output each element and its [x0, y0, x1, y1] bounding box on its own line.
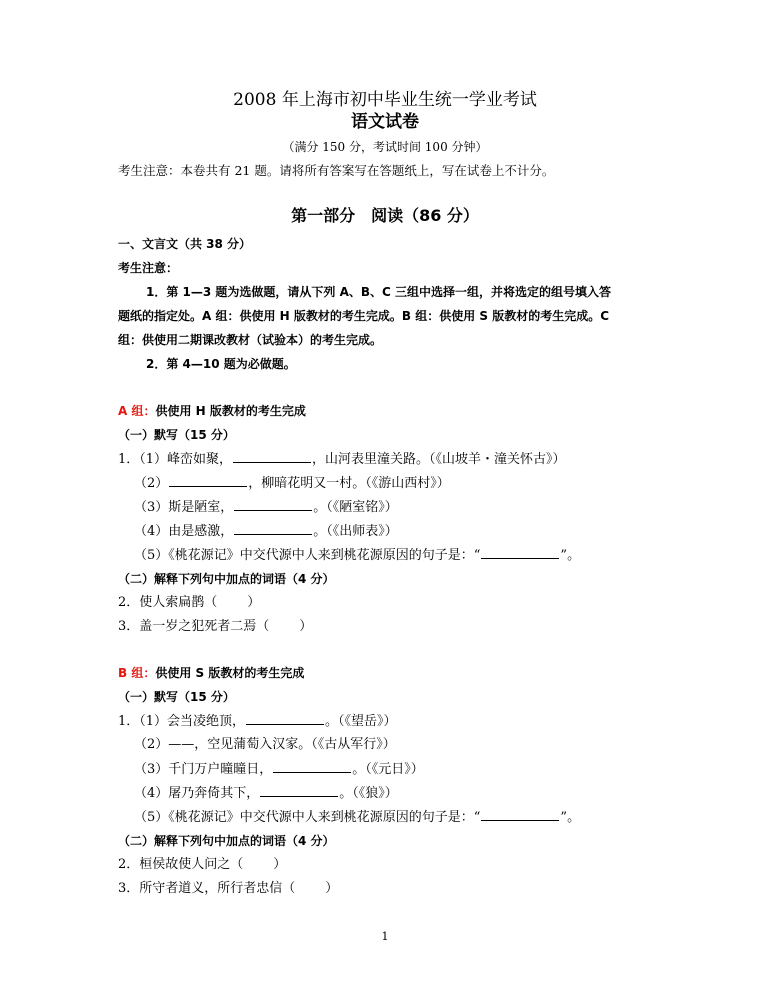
question-text: ） — [273, 857, 287, 872]
question-text: 1．（1）峰峦如聚， — [118, 452, 233, 467]
question-text: 3．所守者道义，所行者忠信（ — [118, 881, 296, 896]
group-a-dictation-title: （一）默写（15 分） — [118, 428, 235, 442]
group-b-explain-title: （二）解释下列句中加点的词语（4 分） — [118, 834, 335, 848]
group-b-q3 — [118, 881, 338, 897]
question-text: 。（《元日》） — [352, 762, 424, 777]
group-b-q1-4 — [134, 785, 398, 802]
question-text: 2．使人索扁鹊（ — [118, 595, 218, 610]
question-text: ，山河表里潼关路。（《山坡羊・潼关怀古》） — [312, 452, 566, 467]
question-text: 3．盖一岁之犯死者二焉（ — [118, 619, 270, 634]
group-a-q1-2 — [134, 475, 450, 492]
rule1-line3: 组：供使用二期课改教材（试验本）的考生完成。 — [118, 333, 383, 347]
question-text: ”。 — [560, 810, 581, 825]
rule1-line2: 题纸的指定处。A 组：供使用 H 版教材的考生完成。B 组：供使用 S 版教材的考生完成。C — [118, 309, 609, 323]
group-b-q1-1 — [118, 713, 397, 730]
group-b-label: B 组： — [118, 666, 156, 680]
group-a-q1-3 — [134, 499, 398, 516]
group-b-q2 — [118, 857, 286, 873]
group-a-q1-1 — [118, 451, 566, 468]
answer-blank[interactable] — [481, 809, 559, 821]
answer-blank[interactable] — [233, 451, 311, 463]
question-text: （5）《桃花源记》中交代源中人来到桃花源原因的句子是：“ — [134, 810, 481, 825]
group-b-q1-5 — [134, 809, 580, 826]
exam-title: 2008 年上海市初中毕业生统一学业考试 — [233, 90, 537, 110]
notice-label: 考生注意： — [118, 261, 179, 275]
group-b-dictation-title: （一）默写（15 分） — [118, 690, 235, 704]
answer-blank[interactable] — [234, 499, 312, 511]
group-b-desc: 供使用 S 版教材的考生完成 — [155, 666, 305, 680]
question-text: ”。 — [560, 548, 581, 563]
question-text: ，柳暗花明又一村。（《游山西村》） — [248, 476, 450, 491]
group-a-explain-title: （二）解释下列句中加点的词语（4 分） — [118, 572, 335, 586]
group-a-label: A 组： — [118, 404, 156, 418]
question-text: ） — [325, 881, 339, 896]
group-a-q3 — [118, 619, 312, 635]
answer-blank[interactable] — [260, 785, 338, 797]
rule2: 2．第 4—10 题为必做题。 — [146, 357, 296, 371]
group-a-q2 — [118, 595, 260, 611]
question-text: 1．（1）会当凌绝顶， — [118, 714, 246, 729]
group-a-q1-4 — [134, 523, 398, 540]
part1-title: 第一部分 阅读（86 分） — [291, 206, 479, 225]
question-text: （3）千门万户曈曈日， — [134, 762, 273, 777]
question-text: （3）斯是陋室， — [134, 500, 234, 515]
answer-blank[interactable] — [273, 761, 351, 773]
question-text: 2．桓侯故使人问之（ — [118, 857, 244, 872]
group-a-q1-5 — [134, 547, 580, 564]
page-number: 1 — [381, 930, 389, 943]
question-text: （4）由是感激， — [134, 524, 234, 539]
question-text: （5）《桃花源记》中交代源中人来到桃花源原因的句子是：“ — [134, 548, 481, 563]
rule1-line1: 1．第 1—3 题为选做题，请从下列 A、B、C 三组中选择一组，并将选定的组号填入答 — [146, 285, 612, 299]
exam-notice: 考生注意：本卷共有 21 题。请将所有答案写在答题纸上，写在试卷上不计分。 — [118, 163, 555, 178]
question-text: 。（《陋室铭》） — [313, 500, 398, 515]
group-a-desc: 供使用 H 版教材的考生完成 — [155, 404, 306, 418]
answer-blank[interactable] — [169, 475, 247, 487]
exam-subtitle: 语文试卷 — [351, 112, 419, 132]
question-text: 。（《出师表》） — [313, 524, 398, 539]
answer-blank[interactable] — [481, 547, 559, 559]
question-text: （2） — [134, 476, 169, 491]
section-title: 一、文言文（共 38 分） — [118, 237, 252, 251]
question-text: （4）屠乃奔倚其下， — [134, 786, 260, 801]
question-text: 。（《望岳》） — [325, 714, 397, 729]
group-b-q1-3 — [134, 761, 424, 778]
answer-blank[interactable] — [234, 523, 312, 535]
question-text: ） — [247, 595, 261, 610]
group-b-heading — [118, 665, 304, 681]
question-text: ） — [299, 619, 313, 634]
group-b-q1-2: （2）——，空见蒲萄入汉家。（《古从军行》） — [134, 737, 396, 752]
answer-blank[interactable] — [246, 713, 324, 725]
group-a-heading — [118, 403, 306, 419]
score-time-note: （满分 150 分，考试时间 100 分钟） — [282, 140, 488, 154]
question-text: 。（《狼》） — [339, 786, 398, 801]
